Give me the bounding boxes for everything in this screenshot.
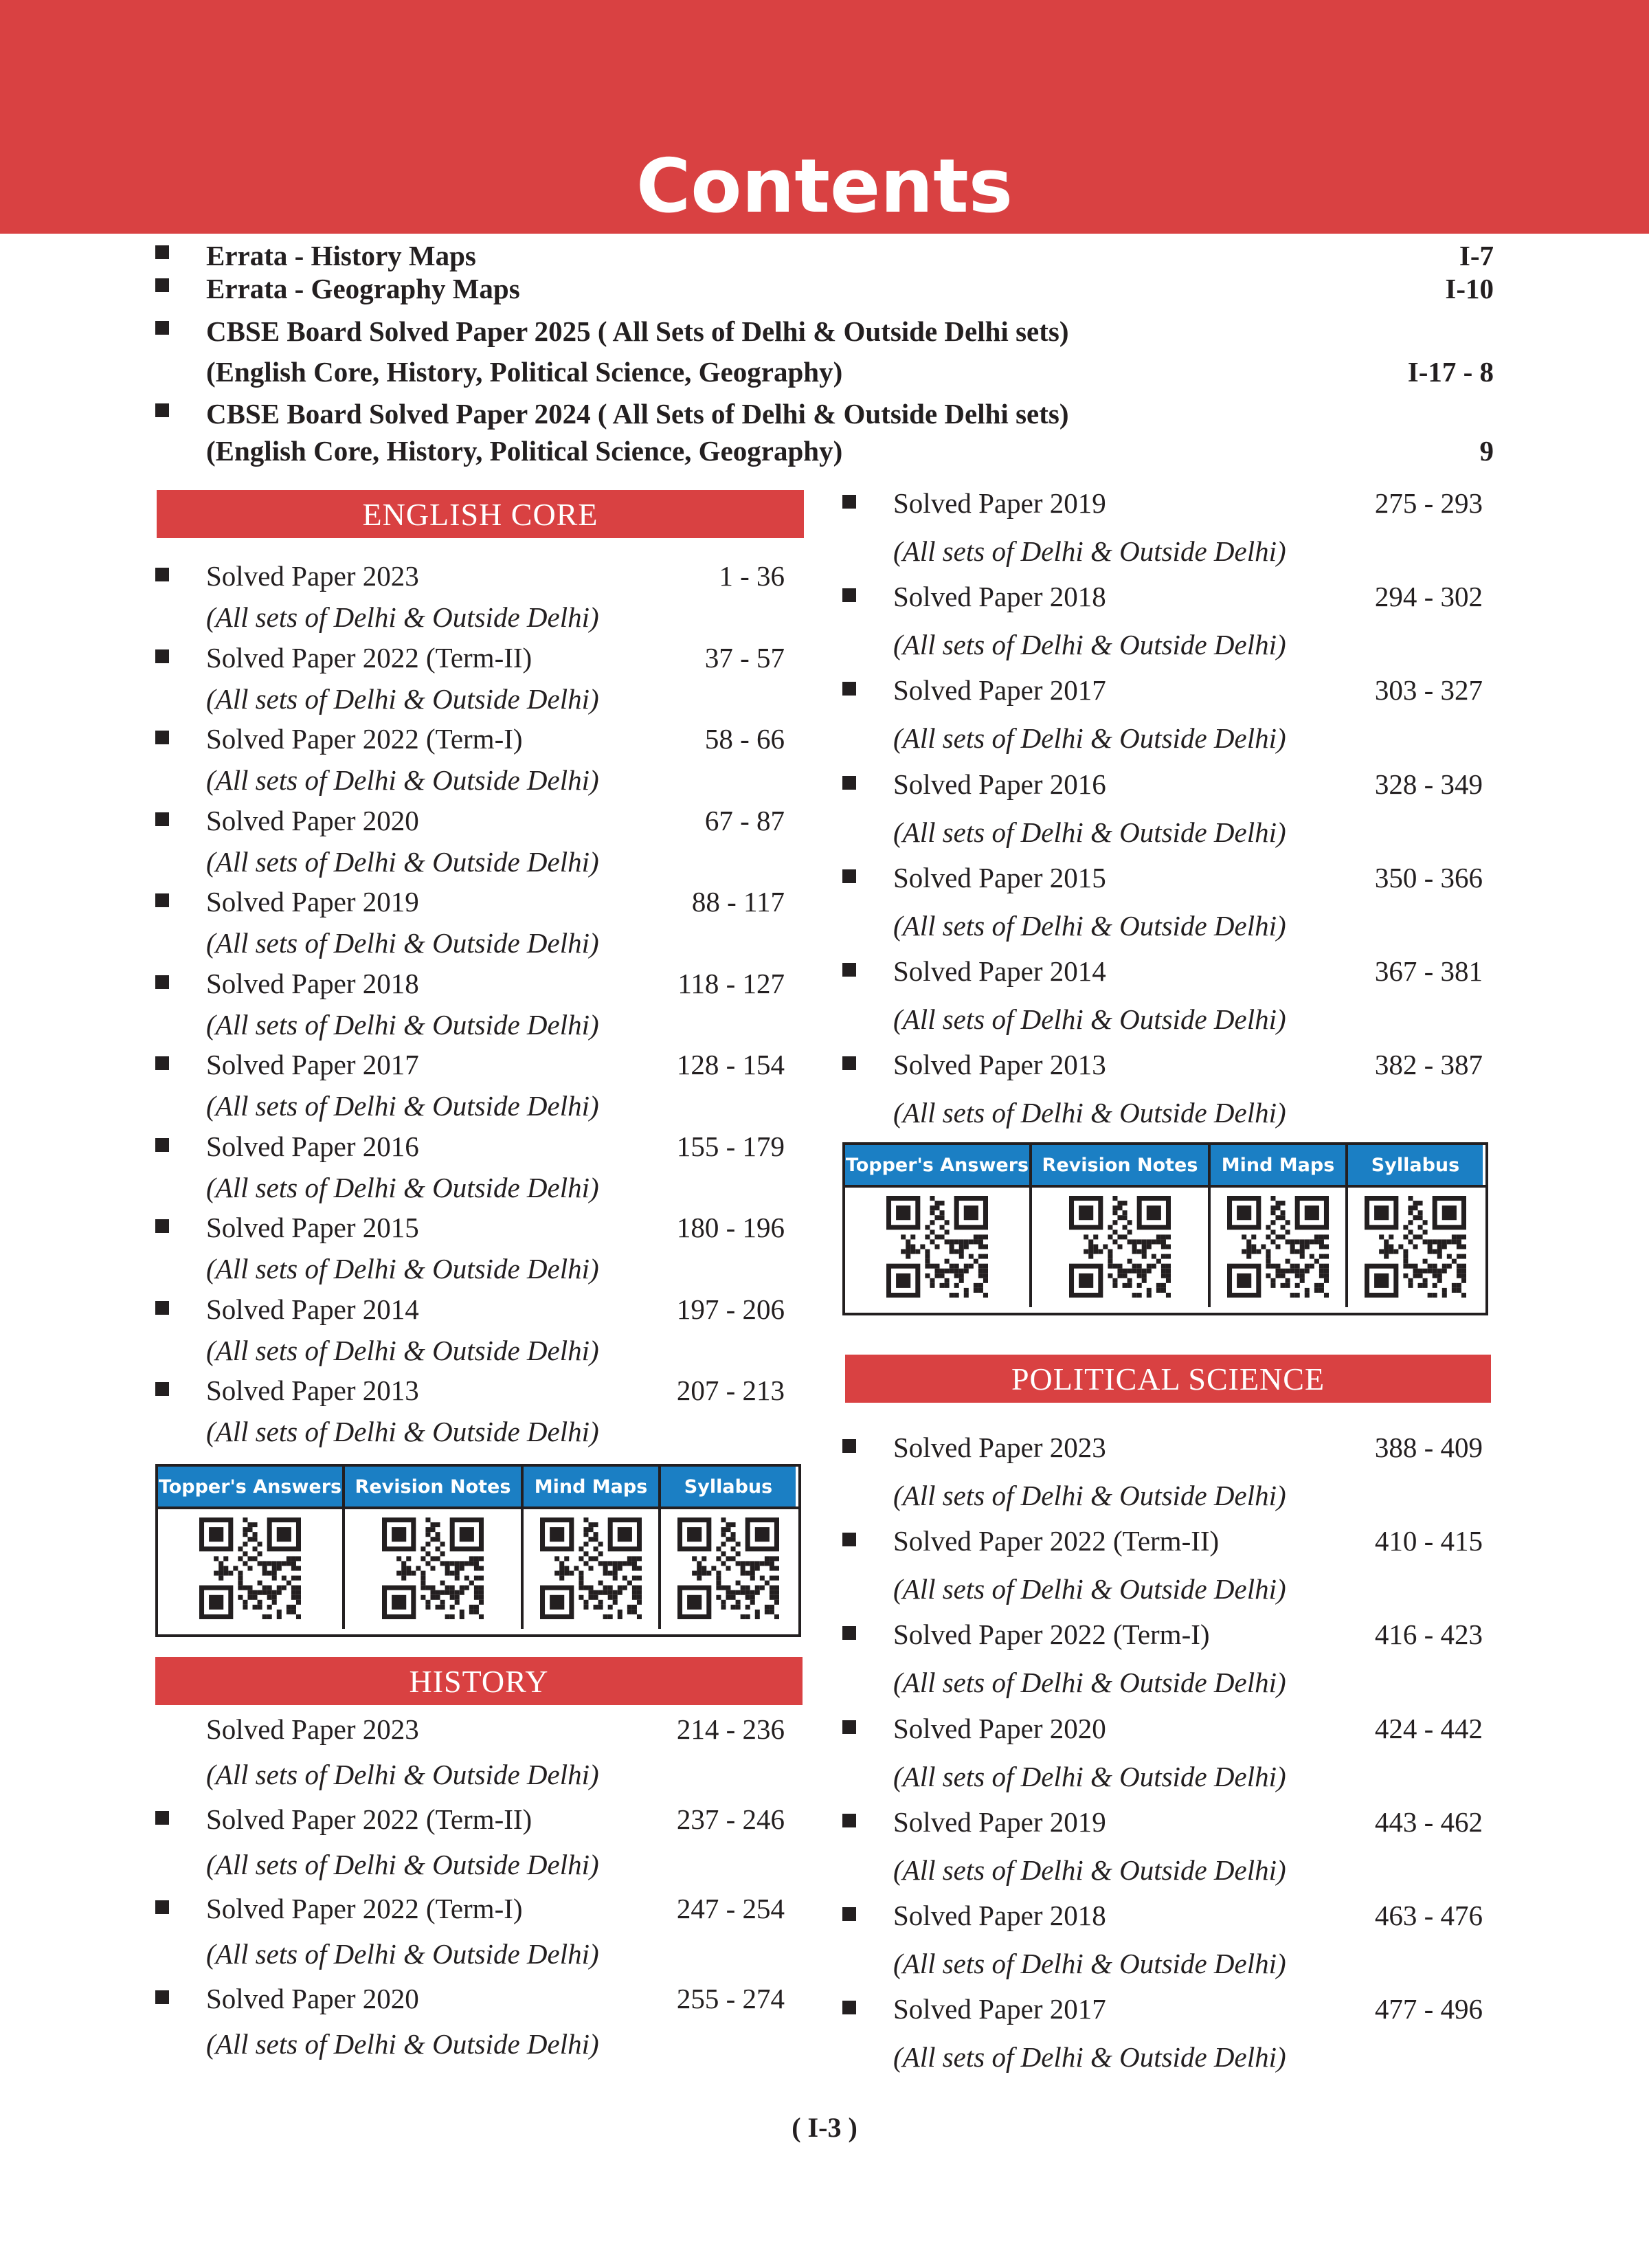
- entry-note: (All sets of Delhi & Outside Delhi): [893, 1760, 1286, 1792]
- entry-pages: 275 - 293: [1374, 487, 1483, 519]
- square-bullet-icon: [155, 568, 169, 581]
- square-bullet-icon: [155, 1219, 169, 1233]
- entry-pages: 37 - 57: [704, 641, 785, 674]
- qr-label-2: Revision Notes: [345, 1467, 521, 1507]
- entry-pages: 416 - 423: [1374, 1619, 1483, 1651]
- entry-title: Solved Paper 2017: [893, 1993, 1106, 2025]
- entry-pages: 350 - 366: [1374, 861, 1483, 893]
- square-bullet-icon: [155, 1811, 169, 1825]
- entry-title: Solved Paper 2014: [893, 955, 1106, 987]
- entry-pages: 410 - 415: [1374, 1525, 1483, 1557]
- qr-code-icon[interactable]: [1069, 1196, 1171, 1298]
- qr-code-icon[interactable]: [199, 1517, 301, 1619]
- square-bullet-icon: [842, 1626, 856, 1640]
- entry-note: (All sets of Delhi & Outside Delhi): [206, 1759, 599, 1790]
- entry-note: (All sets of Delhi & Outside Delhi): [893, 816, 1286, 848]
- square-bullet-icon: [842, 495, 856, 509]
- square-bullet-icon: [155, 975, 169, 989]
- entry-note: (All sets of Delhi & Outside Delhi): [206, 601, 599, 633]
- top-entry-title: CBSE Board Solved Paper 2024 ( All Sets of Delhi & Outside Delhi sets): [206, 398, 1069, 430]
- entry-pages: 367 - 381: [1374, 955, 1483, 987]
- qr-label-1: Topper's Answers: [845, 1145, 1029, 1185]
- entry-title: Solved Paper 2017: [206, 1049, 419, 1080]
- top-entry-title: CBSE Board Solved Paper 2025 ( All Sets of Delhi & Outside Delhi sets): [206, 315, 1069, 347]
- section-header-history: HISTORY: [155, 1657, 803, 1705]
- entry-title: Solved Paper 2019: [206, 886, 419, 918]
- entry-title: Solved Paper 2023: [206, 1713, 419, 1745]
- square-bullet-icon: [842, 1056, 856, 1070]
- entry-pages: 477 - 496: [1374, 1993, 1483, 2025]
- square-bullet-icon: [155, 1056, 169, 1070]
- top-entry-page: 9: [1479, 435, 1494, 467]
- entry-pages: 382 - 387: [1374, 1049, 1483, 1081]
- entry-note: (All sets of Delhi & Outside Delhi): [893, 722, 1286, 755]
- entry-title: Solved Paper 2023: [206, 560, 419, 592]
- square-bullet-icon: [842, 2001, 856, 2014]
- entry-title: Solved Paper 2019: [893, 1805, 1106, 1838]
- qr-label-1: Topper's Answers: [158, 1467, 342, 1507]
- entry-note: (All sets of Delhi & Outside Delhi): [206, 1848, 599, 1880]
- section-header-english-core: ENGLISH CORE: [157, 490, 804, 538]
- qr-code-icon[interactable]: [382, 1517, 484, 1619]
- entry-title: Solved Paper 2018: [206, 967, 419, 999]
- section-header-political-science: POLITICAL SCIENCE: [845, 1355, 1491, 1403]
- qr-header-divider: [845, 1185, 1485, 1188]
- qr-code-icon[interactable]: [1227, 1196, 1329, 1298]
- qr-label-3: Mind Maps: [1211, 1145, 1345, 1185]
- square-bullet-icon: [842, 963, 856, 977]
- square-bullet-icon: [155, 1382, 169, 1396]
- entry-note: (All sets of Delhi & Outside Delhi): [206, 682, 599, 715]
- square-bullet-icon: [842, 869, 856, 883]
- qr-code-icon[interactable]: [1365, 1196, 1466, 1298]
- qr-header-divider: [158, 1507, 798, 1509]
- qr-label-2: Revision Notes: [1032, 1145, 1208, 1185]
- entry-note: (All sets of Delhi & Outside Delhi): [893, 2041, 1286, 2074]
- entry-pages: 247 - 254: [676, 1893, 785, 1924]
- entry-title: Solved Paper 2023: [893, 1432, 1106, 1463]
- entry-pages: 180 - 196: [676, 1212, 785, 1243]
- entry-pages: 197 - 206: [676, 1293, 785, 1325]
- entry-note: (All sets of Delhi & Outside Delhi): [206, 1416, 599, 1447]
- entry-note: (All sets of Delhi & Outside Delhi): [893, 629, 1286, 661]
- entry-note: (All sets of Delhi & Outside Delhi): [893, 535, 1286, 567]
- entry-title: Solved Paper 2018: [893, 581, 1106, 613]
- entry-note: (All sets of Delhi & Outside Delhi): [206, 1090, 599, 1122]
- square-bullet-icon: [842, 776, 856, 790]
- square-bullet-icon: [155, 403, 169, 417]
- square-bullet-icon: [155, 812, 169, 826]
- entry-title: Solved Paper 2022 (Term-II): [206, 1803, 532, 1835]
- entry-pages: 443 - 462: [1374, 1805, 1483, 1838]
- square-bullet-icon: [155, 1900, 169, 1914]
- entry-title: Solved Paper 2020: [206, 804, 419, 836]
- top-entry-page: I-10: [1445, 273, 1494, 304]
- entry-title: Solved Paper 2016: [893, 768, 1106, 800]
- entry-title: Solved Paper 2020: [893, 1712, 1106, 1744]
- qr-label-4: Syllabus: [661, 1467, 796, 1507]
- top-entry-subtitle: (English Core, History, Political Science, Geography): [206, 356, 843, 388]
- square-bullet-icon: [155, 278, 169, 292]
- qr-links-box-english: [155, 1464, 801, 1637]
- square-bullet-icon: [155, 1990, 169, 2004]
- top-entry-title: Errata - Geography Maps: [206, 273, 520, 304]
- entry-pages: 207 - 213: [676, 1375, 785, 1406]
- entry-pages: 58 - 66: [704, 723, 785, 755]
- entry-pages: 388 - 409: [1374, 1432, 1483, 1463]
- entry-title: Solved Paper 2014: [206, 1293, 419, 1325]
- entry-note: (All sets of Delhi & Outside Delhi): [206, 1171, 599, 1203]
- entry-pages: 255 - 274: [676, 1982, 785, 2014]
- square-bullet-icon: [155, 893, 169, 907]
- entry-note: (All sets of Delhi & Outside Delhi): [206, 1938, 599, 1970]
- entry-pages: 303 - 327: [1374, 674, 1483, 707]
- top-entry-page: I-17 - 8: [1407, 356, 1494, 388]
- entry-note: (All sets of Delhi & Outside Delhi): [893, 1003, 1286, 1035]
- qr-code-icon[interactable]: [886, 1196, 988, 1298]
- entry-note: (All sets of Delhi & Outside Delhi): [206, 1253, 599, 1285]
- entry-note: (All sets of Delhi & Outside Delhi): [893, 909, 1286, 942]
- entry-title: Solved Paper 2018: [893, 1900, 1106, 1931]
- entry-title: Solved Paper 2015: [206, 1212, 419, 1243]
- entry-note: (All sets of Delhi & Outside Delhi): [206, 845, 599, 878]
- entry-pages: 214 - 236: [676, 1713, 785, 1745]
- entry-note: (All sets of Delhi & Outside Delhi): [206, 764, 599, 796]
- square-bullet-icon: [842, 1814, 856, 1827]
- square-bullet-icon: [155, 649, 169, 663]
- entry-pages: 118 - 127: [677, 967, 785, 999]
- qr-links-box-history: [842, 1142, 1488, 1315]
- entry-pages: 294 - 302: [1374, 581, 1483, 613]
- entry-pages: 1 - 36: [719, 560, 785, 592]
- square-bullet-icon: [155, 321, 169, 335]
- square-bullet-icon: [842, 1439, 856, 1453]
- square-bullet-icon: [155, 1138, 169, 1152]
- entry-note: (All sets of Delhi & Outside Delhi): [893, 1573, 1286, 1605]
- entry-title: Solved Paper 2022 (Term-I): [893, 1619, 1210, 1651]
- square-bullet-icon: [155, 731, 169, 744]
- qr-code-icon[interactable]: [540, 1517, 642, 1619]
- entry-title: Solved Paper 2017: [893, 674, 1106, 707]
- square-bullet-icon: [155, 1301, 169, 1315]
- entry-title: Solved Paper 2016: [206, 1130, 419, 1162]
- entry-note: (All sets of Delhi & Outside Delhi): [893, 1948, 1286, 1979]
- entry-title: Solved Paper 2013: [206, 1375, 419, 1406]
- entry-pages: 237 - 246: [676, 1803, 785, 1835]
- entry-pages: 155 - 179: [676, 1130, 785, 1162]
- qr-label-3: Mind Maps: [524, 1467, 658, 1507]
- entry-note: (All sets of Delhi & Outside Delhi): [206, 2027, 599, 2060]
- qr-label-4: Syllabus: [1348, 1145, 1483, 1185]
- entry-pages: 463 - 476: [1374, 1900, 1483, 1931]
- top-entry-title: Errata - History Maps: [206, 240, 476, 271]
- square-bullet-icon: [842, 1907, 856, 1921]
- entry-title: Solved Paper 2013: [893, 1049, 1106, 1081]
- entry-pages: 88 - 117: [691, 886, 785, 918]
- qr-code-icon[interactable]: [677, 1517, 779, 1619]
- entry-pages: 328 - 349: [1374, 768, 1483, 800]
- entry-title: Solved Paper 2015: [893, 861, 1106, 893]
- entry-title: Solved Paper 2019: [893, 487, 1106, 519]
- square-bullet-icon: [842, 1720, 856, 1734]
- top-entry-subtitle: (English Core, History, Political Science, Geography): [206, 435, 843, 467]
- square-bullet-icon: [842, 682, 856, 696]
- square-bullet-icon: [842, 588, 856, 602]
- entry-title: Solved Paper 2022 (Term-II): [206, 641, 532, 674]
- entry-title: Solved Paper 2022 (Term-I): [206, 1893, 523, 1924]
- entry-pages: 67 - 87: [704, 804, 785, 836]
- square-bullet-icon: [842, 1533, 856, 1546]
- top-entry-page: I-7: [1459, 240, 1494, 271]
- entry-note: (All sets of Delhi & Outside Delhi): [893, 1667, 1286, 1699]
- entry-note: (All sets of Delhi & Outside Delhi): [206, 1334, 599, 1366]
- entry-note: (All sets of Delhi & Outside Delhi): [893, 1097, 1286, 1129]
- entry-pages: 128 - 154: [676, 1049, 785, 1080]
- entry-title: Solved Paper 2022 (Term-II): [893, 1525, 1220, 1557]
- entry-note: (All sets of Delhi & Outside Delhi): [206, 1008, 599, 1041]
- square-bullet-icon: [155, 245, 169, 259]
- entry-title: Solved Paper 2020: [206, 1982, 419, 2014]
- entry-note: (All sets of Delhi & Outside Delhi): [893, 1854, 1286, 1886]
- entry-pages: 424 - 442: [1374, 1712, 1483, 1744]
- page-title: Contents: [636, 144, 1013, 230]
- entry-title: Solved Paper 2022 (Term-I): [206, 723, 523, 755]
- entry-note: (All sets of Delhi & Outside Delhi): [206, 927, 599, 959]
- page-number: ( I-3 ): [792, 2112, 857, 2143]
- entry-note: (All sets of Delhi & Outside Delhi): [893, 1480, 1286, 1511]
